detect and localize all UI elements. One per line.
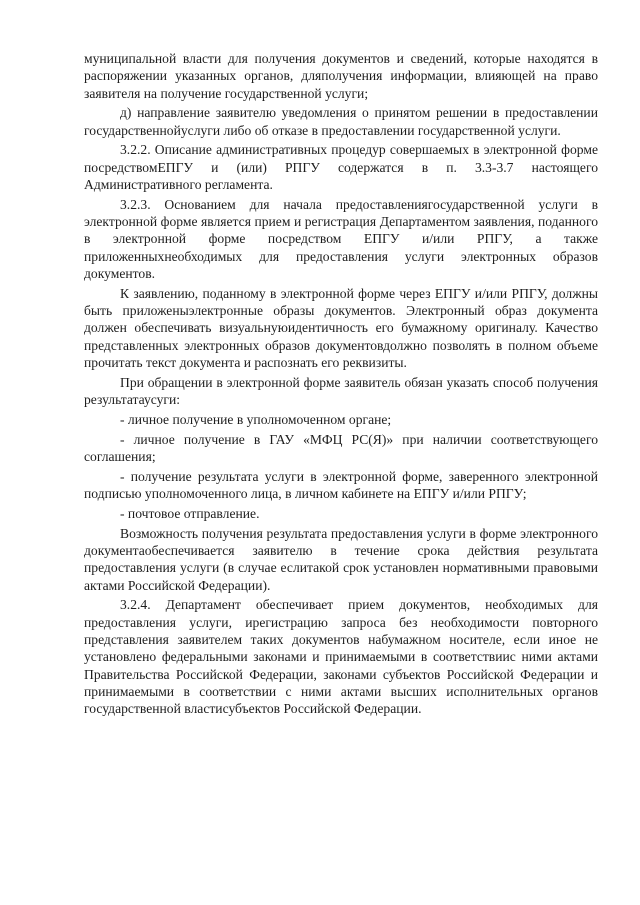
paragraph-3: 3.2.2. Описание административных процедур совершаемых в электронной форме посредствомЕПГУ и (или) РПГУ содержатся в п. 3.3-3.7 настоящего Административного регламента. [84, 142, 598, 193]
list-item-postal: - почтовое отправление. [120, 505, 260, 521]
paragraph-4: 3.2.3. Основанием для начала предоставлениягосударственной услуги в электронной форме является прием и регистрация Департаментом заявления, поданного в электронной форме посредством ЕПГУ и/или РПГУ, а также приложенныхнеобходимых для предоставления услуги электронных образов документов. [84, 196, 598, 282]
list-item-mfc-receipt: - личное получение в ГАУ «МФЦ РС(Я)» при наличии соответствующего соглашения; [84, 431, 598, 465]
list-item-electronic-receipt: - получение результата услуги в электронной форме, заверенного электронной подписью уполномоченного лица, в личном кабинете на ЕПГУ и/или РПГУ; [84, 468, 598, 502]
paragraph-8: 3.2.4. Департамент обеспечивает прием документов, необходимых для предоставления услуги, ирегистрацию запроса без необходимости повторного представления заявителем таких документов набумажном носителе, если иное не установлено федеральными законами и принимаемыми в соответствиис ними актами Правительства Российской Федерации, законами субъектов Российской Федерации и принимаемыми в соответствии с ними актами высших исполнительных органов государственной властисубъектов Российской Федерации. [84, 597, 598, 717]
list-item-personal-receipt: - личное получение в уполномоченном органе; [120, 411, 392, 427]
paragraph-5: К заявлению, поданному в электронной форме через ЕПГУ и/или РПГУ, должны быть приложеныэлектронные образы документов. Электронный образ документа должен обеспечивать визуальнуюидентичность его бумажному оригиналу. Качество представленных электронных образов документовдолжно позволять в полном объеме прочитать текст документа и распознать его реквизиты. [84, 285, 598, 371]
paragraph-6: При обращении в электронной форме заявитель обязан указать способ получения результатаусуги: [84, 374, 598, 408]
paragraph-7: Возможность получения результата предоставления услуги в форме электронного документаобеспечивается заявителю в течение срока действия результата предоставления услуги (в случае еслитакой срок установлен нормативными правовыми актами Российской Федерации). [84, 525, 598, 593]
paragraph-2: д) направление заявителю уведомления о принятом решении в предоставлении государственнойуслуги либо об отказе в предоставлении государственной услуги. [84, 105, 598, 138]
paragraph-1: муниципальной власти для получения документов и сведений, которые находятся в распоряжении указанных органов, дляполучения информации, влияющей на право заявителя на получение государственной услуги; [84, 51, 598, 101]
document-body [84, 50, 598, 720]
